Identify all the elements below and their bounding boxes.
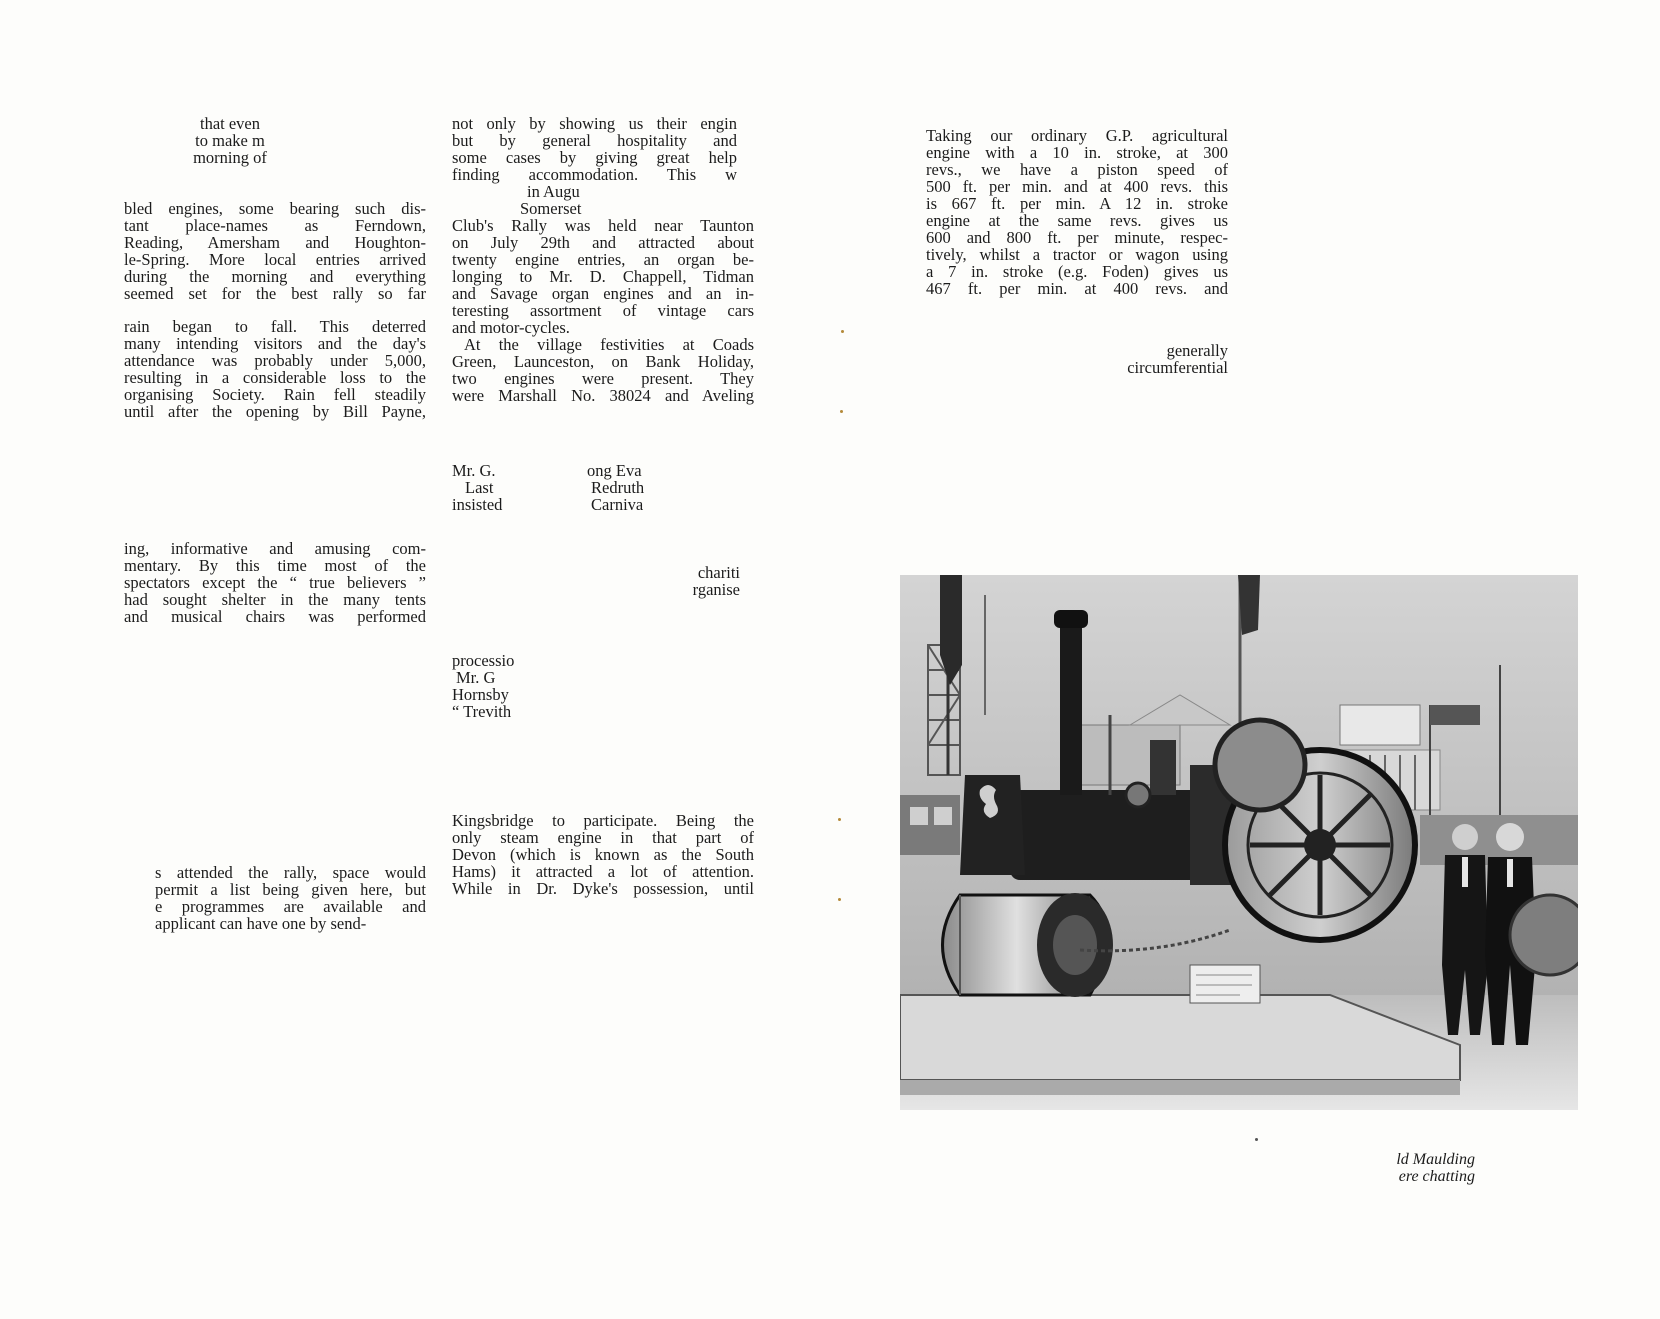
- text-line: bled engines, some bearing such dis-: [124, 199, 426, 218]
- left-paragraph-2: [124, 318, 426, 420]
- text-line: Somerset: [520, 199, 582, 218]
- text-line: and musical chairs was performed: [124, 607, 426, 626]
- text-line: chariti: [697, 563, 740, 582]
- text-line: organising Society. Rain fell steadily: [124, 385, 426, 404]
- text-line: is 667 ft. per min. A 12 in. stroke: [926, 194, 1228, 213]
- text-line: While in Dr. Dyke's possession, until: [452, 879, 754, 898]
- text-line: and Savage organ engines and an in-: [452, 284, 754, 303]
- text-line: Carniva: [591, 495, 644, 514]
- text-line: mentary. By this time most of the: [124, 556, 426, 575]
- scan-speck: [840, 410, 843, 413]
- text-line: Reading, Amersham and Houghton-: [124, 233, 426, 252]
- text-line: 600 and 800 ft. per minute, respec-: [926, 228, 1228, 247]
- text-line: to make m: [195, 131, 265, 150]
- text-line: engine with a 10 in. stroke, at 300: [926, 143, 1228, 162]
- text-line: during the morning and everything: [124, 267, 426, 286]
- text-line: in Augu: [527, 182, 580, 201]
- text-line: generally: [1166, 341, 1228, 360]
- text-line: morning of: [193, 148, 267, 167]
- text-line: a 7 in. stroke (e.g. Foden) gives us: [926, 262, 1228, 281]
- scan-speck: [841, 330, 844, 333]
- text-line: le-Spring. More local entries arrived: [124, 250, 426, 269]
- text-line: Taking our ordinary G.P. agricultural: [926, 126, 1228, 145]
- scan-speck: [838, 818, 841, 821]
- text-line: Green, Launceston, on Bank Holiday,: [452, 352, 754, 371]
- left-paragraph-3: [124, 540, 426, 625]
- text-line: e programmes are available and: [155, 897, 426, 916]
- left-paragraph-4: [155, 864, 426, 932]
- scan-speck: [838, 898, 841, 901]
- middle-paragraph-2: [452, 217, 754, 404]
- middle-fragment-august: [520, 183, 610, 217]
- right-paragraph-1: [926, 127, 1228, 297]
- left-fragment-1: [180, 115, 280, 166]
- text-line: finding accommodation. This w: [452, 165, 737, 184]
- middle-paragraph-4: [452, 812, 754, 897]
- middle-fragment-charity: [660, 564, 740, 598]
- text-line: s attended the rally, space would: [155, 863, 426, 882]
- text-line: revs., we have a piston speed of: [926, 160, 1228, 179]
- text-line: Hornsby: [452, 685, 509, 704]
- text-line: Devon (which is known as the South: [452, 845, 754, 864]
- text-line: tant place-names as Ferndown,: [124, 216, 426, 235]
- text-line: attendance was probably under 5,000,: [124, 351, 426, 370]
- middle-fragment-names: [452, 462, 667, 513]
- text-line: 467 ft. per min. at 400 revs. and: [926, 279, 1228, 298]
- left-paragraph-1: [124, 200, 426, 302]
- text-line: Club's Rally was held near Taunton: [452, 216, 754, 235]
- text-line: spectators except the “ true believers ”: [124, 573, 426, 592]
- text-line: some cases by giving great help: [452, 148, 737, 167]
- text-line: were Marshall No. 38024 and Aveling: [452, 386, 754, 405]
- text-line: resulting in a considerable loss to the: [124, 368, 426, 387]
- caption-line: ere chatting: [1398, 1168, 1475, 1185]
- text-line: circumferential: [1127, 358, 1228, 377]
- text-line: and motor-cycles.: [452, 318, 570, 337]
- text-line: 500 ft. per min. and at 400 revs. this: [926, 177, 1228, 196]
- text-line: had sought shelter in the many tents: [124, 590, 426, 609]
- middle-fragment-procession: [452, 652, 552, 720]
- steam-roller-photo: [900, 575, 1578, 1110]
- text-line: Kingsbridge to participate. Being the: [452, 811, 754, 830]
- text-line: teresting assortment of vintage cars: [452, 301, 754, 320]
- text-line: seemed set for the best rally so far: [124, 284, 426, 303]
- text-line: Hams) it attracted a lot of attention.: [452, 862, 754, 881]
- text-line: not only by showing us their engin: [452, 114, 737, 133]
- text-line: that even: [199, 114, 260, 133]
- text-line: but by general hospitality and: [452, 131, 737, 150]
- text-line: engine at the same revs. gives us: [926, 211, 1228, 230]
- text-line: applicant can have one by send-: [155, 914, 367, 933]
- text-line: At the village festivities at Coads: [464, 335, 754, 354]
- text-line: processio: [452, 651, 515, 670]
- text-line: two engines were present. They: [452, 369, 754, 388]
- text-line: permit a list being given here, but: [155, 880, 426, 899]
- text-line: rain began to fall. This deterred: [124, 317, 426, 336]
- text-line: “ Trevith: [452, 702, 512, 721]
- text-line: many intending visitors and the day's: [124, 334, 426, 353]
- text-line: Redruth: [591, 478, 645, 497]
- text-line: insisted: [452, 495, 503, 514]
- middle-paragraph-1: [452, 115, 737, 183]
- text-line: until after the opening by Bill Payne,: [124, 402, 426, 421]
- text-line: Mr. G: [456, 668, 496, 687]
- caption-line: ld Maulding: [1396, 1151, 1475, 1168]
- text-line: longing to Mr. D. Chappell, Tidman: [452, 267, 754, 286]
- text-line: on July 29th and attracted about: [452, 233, 754, 252]
- text-line: twenty engine entries, an organ be-: [452, 250, 754, 269]
- text-line: ing, informative and amusing com-: [124, 539, 426, 558]
- text-line: Last: [465, 478, 494, 497]
- text-line: Mr. G.: [452, 461, 496, 480]
- text-line: ong Eva: [587, 461, 642, 480]
- right-fragment: [1090, 342, 1228, 376]
- scan-speck: [1255, 1138, 1258, 1141]
- photo-caption: [1330, 1151, 1475, 1185]
- text-line: rganise: [692, 580, 740, 599]
- text-line: tively, whilst a tractor or wagon using: [926, 245, 1228, 264]
- text-line: only steam engine in that part of: [452, 828, 754, 847]
